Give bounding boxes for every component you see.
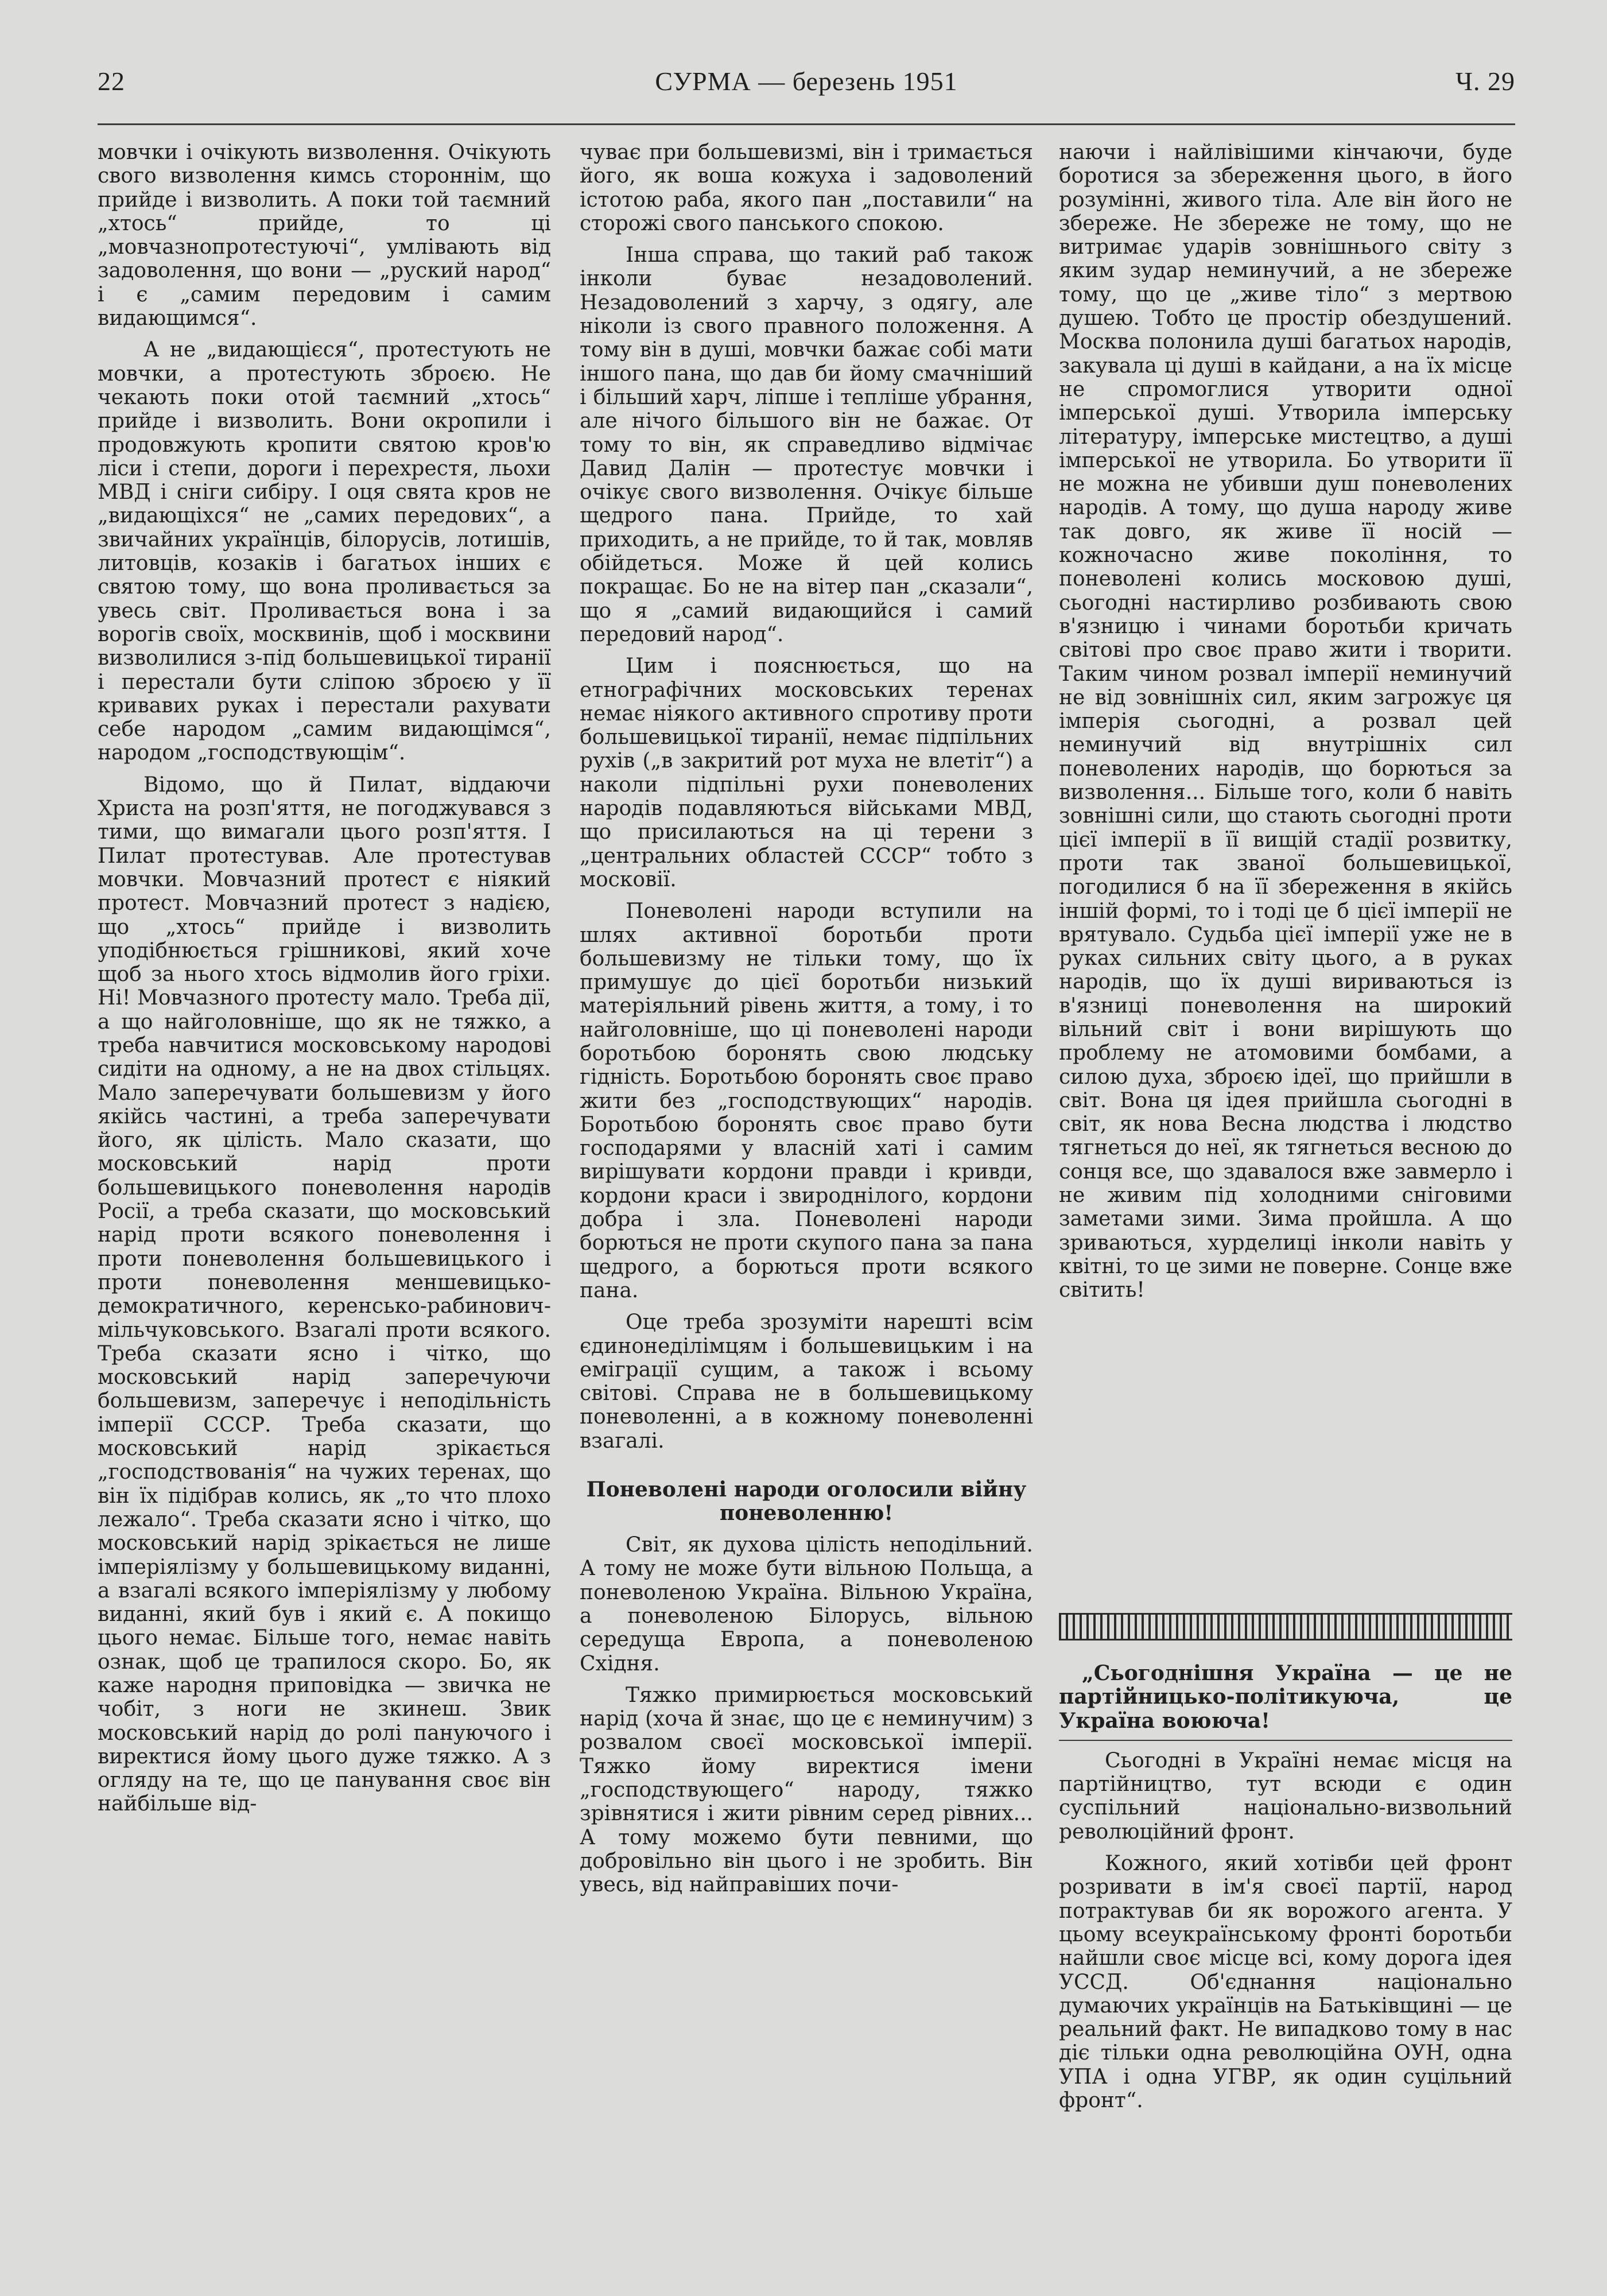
column-1 xyxy=(98,141,551,1816)
ornament-divider xyxy=(1059,1613,1512,1640)
paragraph: Світ, як духова цілість неподільний. А тому не може бути вільною Польща, а поневоленою Україна. Вільною Україна, а поневоленою Білорусь, вільною середуща Европа, а поневоленою Східня. xyxy=(580,1533,1033,1676)
paragraph: Сьогодні в Україні немає місця на партійництво, тут всюди є один суспільний національно-визвольний революційний фронт. xyxy=(1059,1748,1512,1844)
quote-lead: „Сьогоднішня Україна — це не партійницько-політикуюча, це Україна воююча! xyxy=(1059,1661,1512,1733)
paragraph: Відомо, що й Пилат, віддаючи Христа на розп'яття, не погоджувався з тими, що вимагали цього розп'яття. І Пилат протестував. Але протестував мовчки. Мовчазний протест є ніякий протест. Мовчазний протест з надією, що „хтось“ прийде і визволить уподібнюється грішникові, який хоче щоб за нього хтось відмолив його гріхи. Ні! Мовчазного протесту мало. Треба дії, а що найголовніше, що як не тяжко, а треба навчитися московському народові сидіти на одному, а не на двох стільцях. Мало заперечувати большевизм у його якійсь частині, а треба заперечувати його, як цілість. Мало сказати, що московський нарід проти большевицького поневолення народів Росії, а треба сказати, що московський нарід проти всякого поневолення і проти поневолення большевицького і проти поневолення меншевицько-демократичного, керенсько-рабинович-мільчуковського. Взагалі проти всякого. Треба сказати ясно і чітко, що московський нарід заперечуючи большевизм, заперечує і неподільність імперії СССР. Треба сказати, що московський нарід зрікається „господствованія“ на чужих теренах, що він їх підібрав колись, як „то что плохо лежало“. Треба сказати ясно і чітко, що московський нарід зрікається не лише імперіялізму у большевицькому виданні, а взагалі всякого імперіялізму у любому виданні, який був і який є. А покищо цього немає. Більше того, немає навіть ознак, щоб це трапилося скоро. Бо, як каже народня приповідка — звичка не чобіт, з ноги не зкинеш. Звик московський нарід до ролі пануючого і виректися йому цього дуже тяжко. А з огляду на те, що це панування своє він найбільше від- xyxy=(98,773,551,1816)
quote-rule xyxy=(1059,1740,1512,1741)
issue-number: Ч. 29 xyxy=(1455,67,1515,96)
paragraph: Інша справа, що такий раб також інколи буває незадоволений. Незадоволений з харчу, з одягу, але ніколи із свого правного положення. А тому він в душі, мовчки бажає собі мати іншого пана, що дав би йому смачніший і більший харч, ліпше і тепліше убрання, але нічого більшого він не бажає. От тому то він, як справедливо відмічає Давид Далін — протестує мовчки і очікує свого визволення. Очікує більше щедрого пана. Прийде, то хай приходить, а не прийде, то й так, мовляв обійдеться. Може й цей колись покращає. Бо не на вітер пан „сказали“, що я „самий видающийся і самий передовий народ“. xyxy=(580,243,1033,646)
paragraph: Поневолені народи вступили на шлях активної боротьби проти большевизму не тільки тому, що їх примушує до цієї боротьби низький матеріяльний рівень життя, а тому, і то найголовніше, що ці поневолені народи боротьбою боронять свою людську гідність. Боротьбою боронять своє право жити без „господствующих“ народів. Боротьбою боронять своє право бути господарями у власній хаті і самим вирішувати кордони правди і кривди, кордони краси і звироднілого, кордони добра і зла. Поневолені народи борються не проти скупого пана за пана щедрого, а борються проти всякого пана. xyxy=(580,899,1033,1302)
paragraph: Оце треба зрозуміти нарешті всім єдинонеділімцям і большевицьким і на еміграції сущим, а також і всьому світові. Справа не в большевицькому поневоленні, а в кожному поневоленні взагалі. xyxy=(580,1310,1033,1453)
paragraph: мовчки і очікують визволення. Очікують свого визволення кимсь стороннім, що прийде і визволить. А поки той таємний „хтось“ прийде, то ці „мовчазнопротестуючі“, умлівають від задоволення, що вони — „руский народ“ і є „самим передовим і самим видающимся“. xyxy=(98,141,551,331)
paragraph: чуває при большевизмі, він і тримається його, як воша кожуха і задоволений істотою раба, якого пан „поставили“ на сторожі свого панського спокою. xyxy=(580,141,1033,235)
masthead-title: СУРМА — березень 1951 xyxy=(655,67,958,96)
paragraph: Кожного, який хотівби цей фронт розривати в ім'я своєї партії, народ потрактував би як ворожого агента. У цьому всеукраїнському фронті боротьби найшли своє місце всі, кому дорога ідея УССД. Об'єднання національно думаючих українців на Батьківщині — це реальний факт. Не випадково тому в нас діє тільки одна революційна ОУН, одна УПА і одна УГВР, як один суцільний фронт“. xyxy=(1059,1852,1512,2113)
page-header xyxy=(98,60,1515,106)
paragraph: Цим і пояснюється, що на етнографічних московських теренах немає ніякого активного спротиву проти большевицької тиранії, немає підпільних рухів („в закритий рот муха не влетіт“) а наколи підпільні рухи поневолених народів подавляються військами МВД, що присилаються на ці терени з „центральних областей СССР“ тобто з московії. xyxy=(580,654,1033,891)
column-2 xyxy=(580,141,1033,1896)
quote-box xyxy=(1059,1662,1512,2112)
paragraph: А не „видающієся“, протестують не мовчки, а протестують зброєю. Не чекають поки отой таємний „хтось“ прийде і визволить. Вони окропили і продовжують кропити святою кров'ю ліси і степи, дороги і перехрестя, льохи МВД і сніги сибіру. І оця свята кров не „видающіхся“ не „самих передових“, а звичайних українців, білорусів, лотишів, литовців, козаків і багатьох інших є святою тому, що вона проливається за увесь світ. Проливається вона і за ворогів своїх, москвинів, щоб і москвини визволилися з-під большевицької тиранії і перестали бути сліпою зброєю у її кривавих руках і перестали рахувати себе народом „самим видающімся“, народом „господствующім“. xyxy=(98,338,551,765)
column-3 xyxy=(1059,141,1512,1302)
section-heading: Поневолені народи оголосили війну поневоленню! xyxy=(586,1477,1027,1526)
paragraph: наючи і найлівішими кінчаючи, буде боротися за збереження цього, в його розумінні, живого тіла. Але він його не збереже. Не збереже не тому, що не витримає ударів зовнішнього світу з яким зудар неминучий, а не збереже тому, що це „живе тіло“ з мертвою душею. Тобто це простір обездушений. Москва полонила душі багатьох народів, закувала ці душі в кайдани, а на їх місце не спромоглися утворити одної імперської душі. Утворила імперську літературу, імперське мистецтво, а душі імперської не утворила. Бо утворити її не можна не убивши душ поневолених народів. А тому, що душа народу живе так довго, як живе її носій — кожночасно живе покоління, то поневолені колись московою душі, сьогодні настирливо розбивають свою в'язницю і чинами боротьби кричать світові про своє право жити і творити. Таким чином розвал імперії неминучий не від зовнішніх сил, яким загрожує ця імперія сьогодні, а розвал цей неминучий від внутрішніх сил поневолених народів, що борються за визволення... Більше того, коли б навіть зовнішні сили, що стають сьогодні проти цієї імперії в її вищій стадії розвитку, проти так званої большевицької, погодилися б на її збереження в якійсь іншій формі, то і тоді це б цієї імперії не врятувало. Судьба цієї імперії уже не в руках сильних світу цього, а в руках народів, що їх душі вириваються із в'язниці поневолення на широкий вільний світ і вони вирішують що проблему не атомовими бомбами, а силою духа, зброєю ідеї, що прийшли в світ. Вона ця ідея прийшла сьогодні в світ, як нова Весна людства і людство тягнеться до неї, як тягнеться весною до сонця все, що здавалося вже завмерло і не живим під холодними сніговими заметами зими. Зима пройшла. А що зриваються, хурделиці інколи навіть у квітні, то це зими не поверне. Сонце вже світить! xyxy=(1059,141,1512,1302)
header-rule xyxy=(98,123,1515,125)
page-number: 22 xyxy=(98,67,125,96)
paragraph: Тяжко примирюється московський нарід (хоча й знає, що це є неминучим) з розвалом своєї московської імперії. Тяжко йому виректися імени „господствующего“ народу, тяжко зрівнятися і жити рівним серед рівних... А тому можемо бути певними, що добровільно він цього і не зробить. Він увесь, від найправіших почи- xyxy=(580,1683,1033,1897)
